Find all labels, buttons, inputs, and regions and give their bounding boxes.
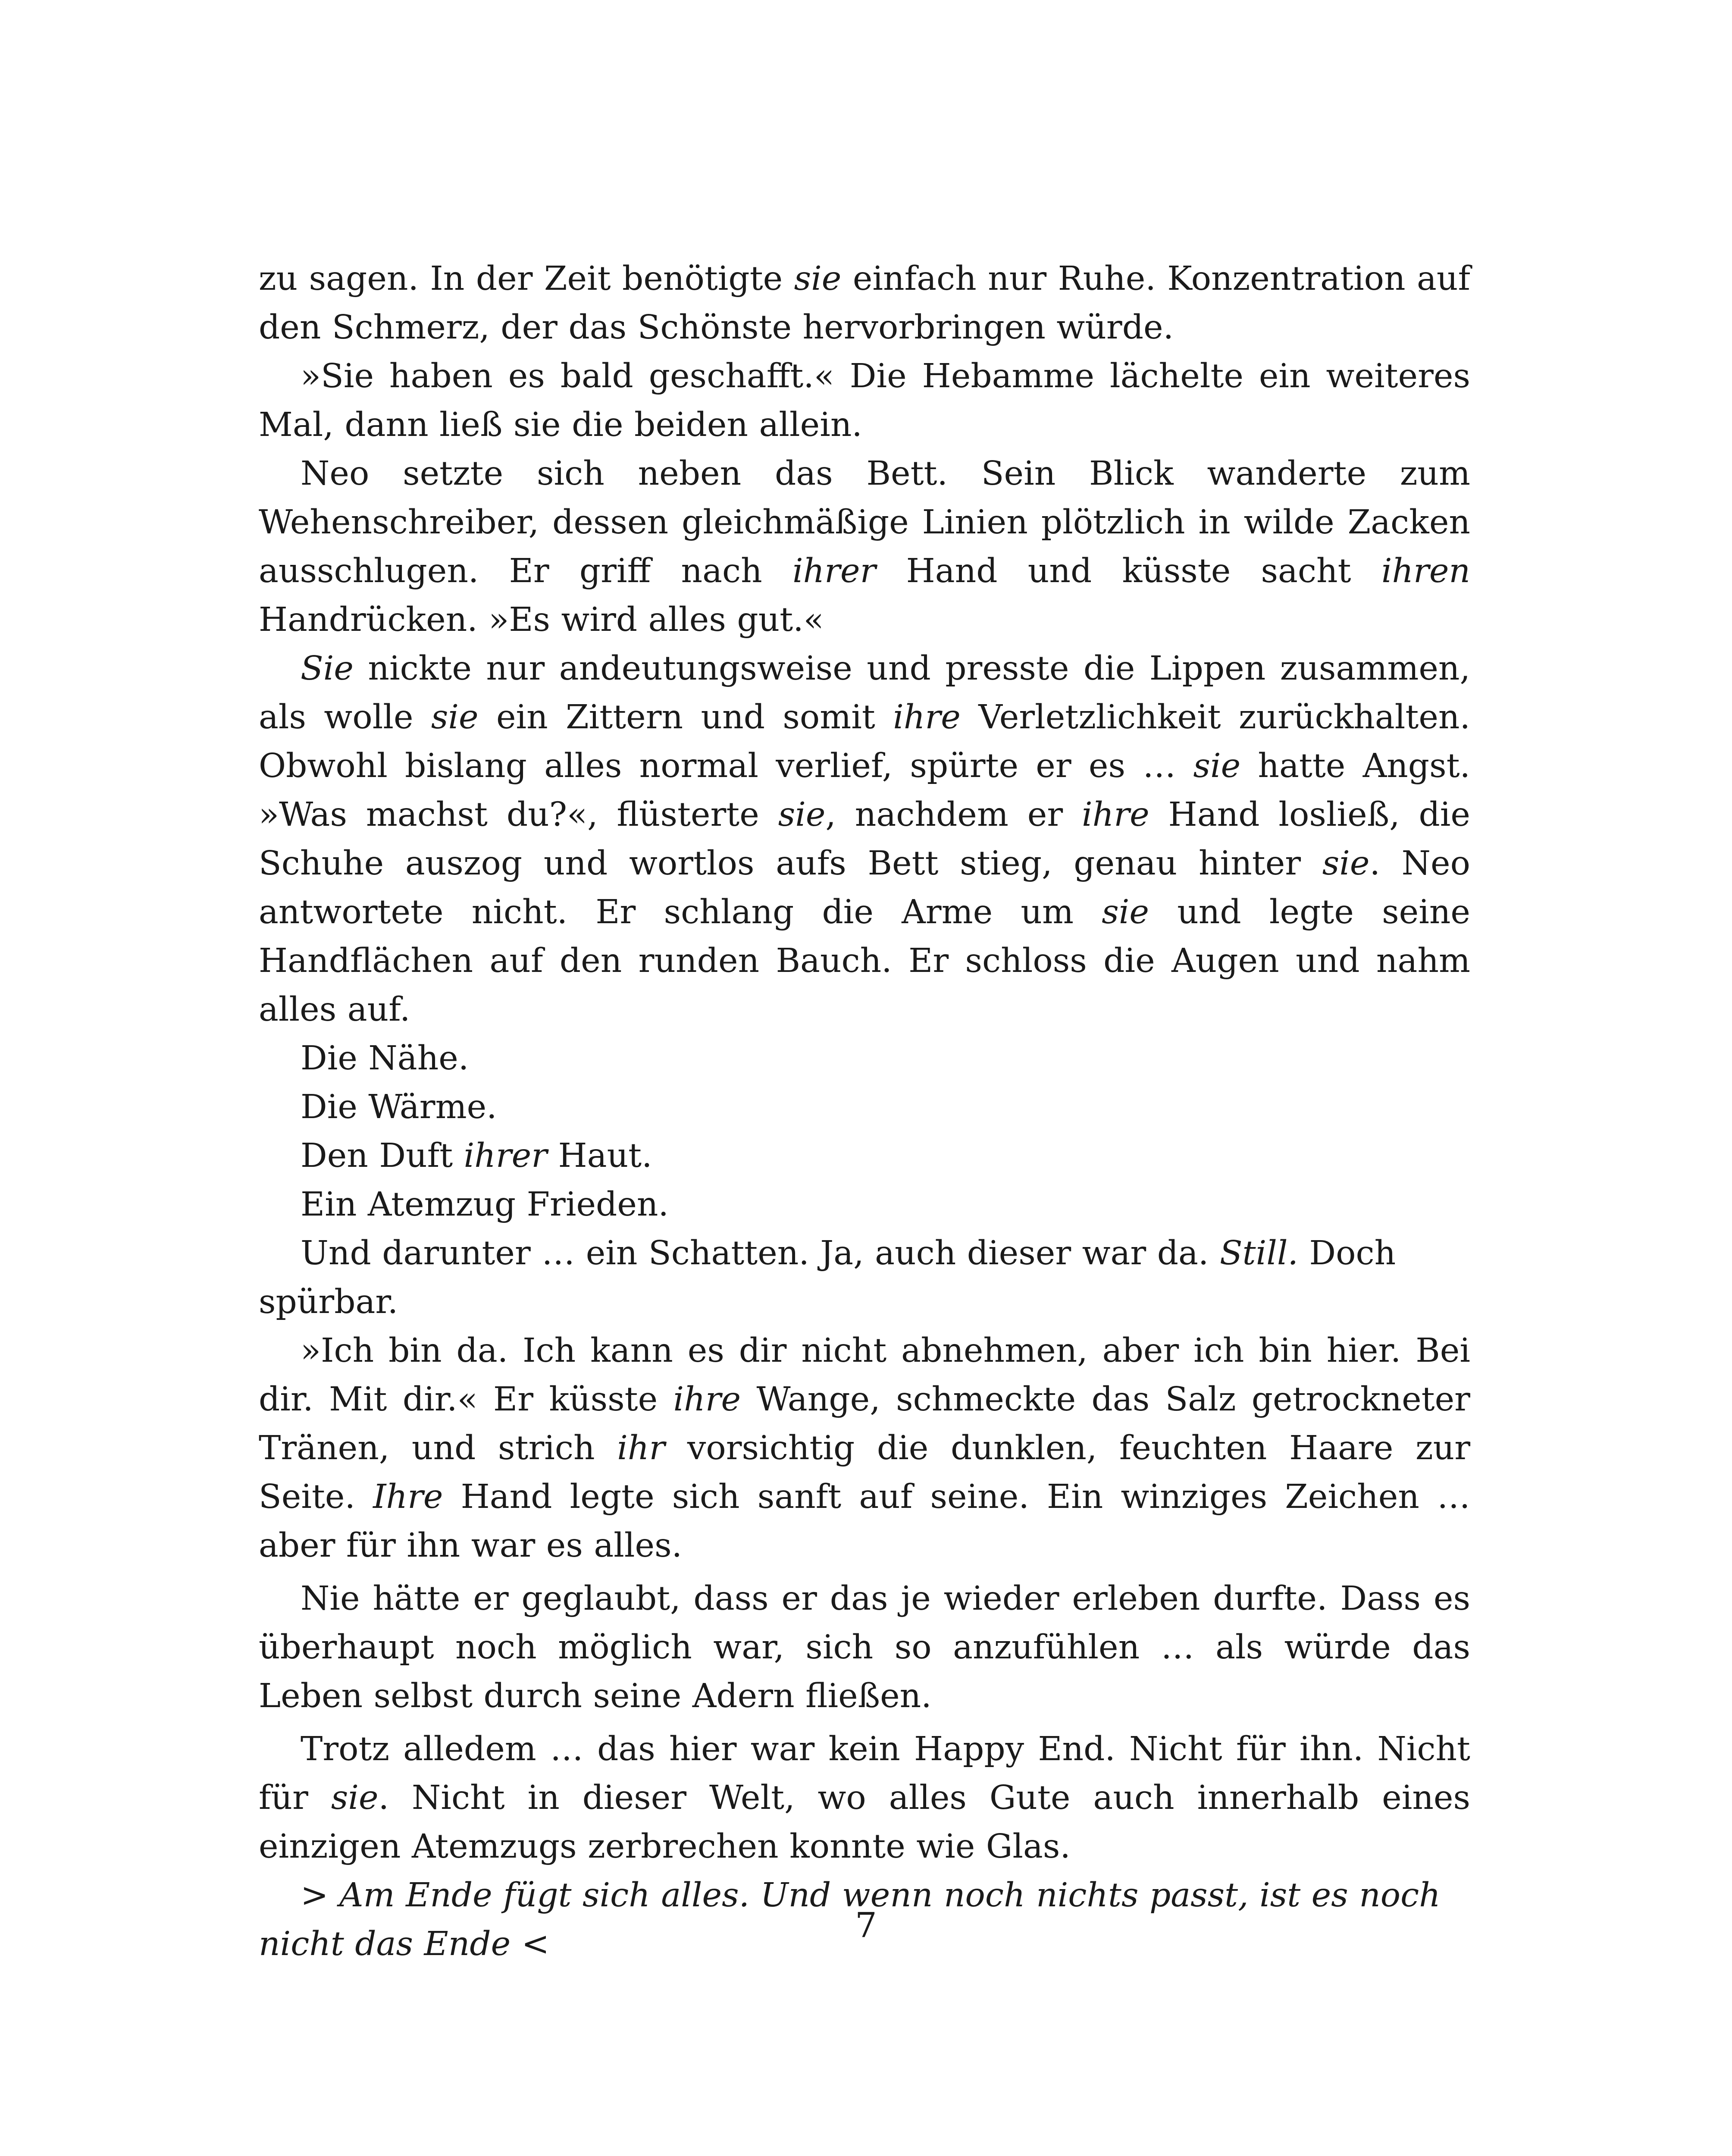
text-run: Neo setzte sich neben das Bett. Sein Blick wanderte zum Wehenschreiber, dessen gleichmäßige Linien plötzlich in wilde Zacken ausschlugen. Er griff nach — [259, 454, 1470, 590]
emphasis: ihre — [673, 1380, 741, 1419]
paragraph: Nie hätte er geglaubt, dass er das je wieder erleben durfte. Dass es überhaupt noch möglich war, sich so anzufühlen … als würde das Leben selbst durch seine Adern fließen. — [259, 1579, 1470, 1715]
emphasis: sie — [431, 698, 479, 736]
paragraph: Die Nähe. — [301, 1039, 469, 1078]
emphasis: sie — [1322, 844, 1370, 883]
emphasis: ihr — [617, 1429, 665, 1467]
emphasis: sie — [1102, 893, 1149, 931]
paragraph — [259, 1725, 1470, 1871]
emphasis: ihre — [1082, 796, 1149, 834]
text-run: Handrücken. »Es wird alles gut.« — [259, 601, 824, 639]
emphasis: ihre — [893, 698, 961, 736]
text-run: Verletzlichkeit zurückhalten. Obwohl bislang alles normal verlief, spürte er es … — [259, 698, 1470, 785]
text-run: . Neo antwortete nicht. Er schlang die Arme um — [259, 844, 1470, 931]
emphasis: ihrer — [464, 1137, 548, 1175]
body-text — [259, 254, 1470, 1968]
text-run: Haut. — [547, 1137, 652, 1175]
text-run: Den Duft — [301, 1137, 464, 1175]
paragraph: Die Wärme. — [301, 1088, 497, 1126]
emphasis: sie — [331, 1779, 379, 1817]
page-number: 7 — [855, 1905, 877, 1945]
text-run: »Ich bin da. Ich kann es dir nicht abnehmen, aber ich bin hier. Bei dir. Mit dir.« Er küsste — [259, 1332, 1470, 1419]
text-run: Und darunter … ein Schatten. Ja, auch dieser war da. — [301, 1234, 1220, 1272]
text-run: und legte seine Handflächen auf den runden Bauch. Er schloss die Augen und nahm alles auf. — [259, 893, 1470, 1029]
text-run: hatte Angst. »Was machst du?«, flüsterte — [259, 747, 1471, 834]
text-run: vorsichtig die dunklen, feuchten Haare zur Seite. — [259, 1429, 1471, 1516]
paragraph — [259, 1229, 1470, 1326]
closing-quote: > Am Ende fügt sich alles. Und wenn noch nichts passt, ist es noch nicht das Ende < — [259, 1876, 1441, 1963]
text-run: Hand und küsste sacht — [876, 552, 1381, 590]
emphasis: Still. — [1219, 1234, 1298, 1272]
text-run: ein Zittern und somit — [478, 698, 893, 736]
paragraph — [259, 1131, 1470, 1180]
paragraph — [259, 1326, 1470, 1570]
text-run: Doch spürbar. — [259, 1234, 1396, 1321]
text-run: Wange, schmeckte das Salz getrockneter Tränen, und strich — [259, 1380, 1470, 1467]
text-run: nickte nur andeutungsweise und presste die Lippen zusammen, als wolle — [259, 649, 1470, 736]
paragraph: Ein Atemzug Frieden. — [301, 1185, 669, 1224]
text-run: zu sagen. In der Zeit benötigte — [259, 260, 794, 298]
paragraph — [259, 449, 1470, 644]
text-run: Hand legte sich sanft auf seine. Ein winziges Zeichen … aber für ihn war es alles. — [259, 1478, 1470, 1565]
text-run: Trotz alledem … das hier war kein Happy End. Nicht für ihn. Nicht für — [259, 1730, 1470, 1817]
emphasis: sie — [778, 796, 826, 834]
emphasis: ihren — [1381, 552, 1470, 590]
emphasis: sie — [794, 260, 842, 298]
paragraph — [259, 644, 1470, 1034]
text-run: einfach nur Ruhe. Konzentration auf den Schmerz, der das Schönste hervorbringen würde. — [259, 260, 1470, 347]
emphasis: Ihre — [373, 1478, 443, 1516]
text-run: , nachdem er — [825, 796, 1082, 834]
paragraph: »Sie haben es bald geschafft.« Die Hebamme lächelte ein weiteres Mal, dann ließ sie die beiden allein. — [259, 357, 1470, 444]
text-run: . Nicht in dieser Welt, wo alles Gute auch innerhalb eines einzigen Atemzugs zerbrechen konnte wie Glas. — [259, 1779, 1470, 1866]
emphasis: sie — [1193, 747, 1241, 785]
paragraph — [259, 254, 1470, 352]
text-run: Hand losließ, die Schuhe auszog und wortlos aufs Bett stieg, genau hinter — [259, 796, 1470, 883]
emphasis: ihrer — [792, 552, 876, 590]
emphasis: Sie — [301, 649, 354, 688]
